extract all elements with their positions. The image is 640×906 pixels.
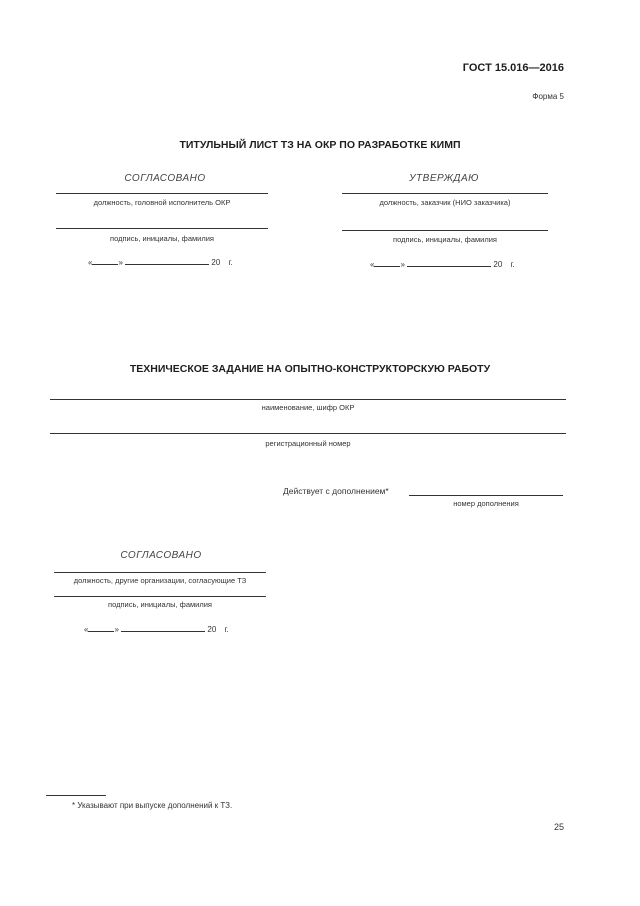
main-title: ТЕХНИЧЕСКОЕ ЗАДАНИЕ НА ОПЫТНО-КОНСТРУКТОРСКУЮ РАБОТУ [129,363,491,375]
right-signature-caption: подпись, инициалы, фамилия [393,235,497,244]
addition-caption: номер дополнения [453,499,519,508]
right-position-caption: должность, заказчик (НИО заказчика) [379,198,511,207]
bottom-signature-line [54,596,266,597]
date-close-quote: » [400,260,405,269]
date-open-quote: « [84,625,89,634]
left-date-row [88,256,233,267]
page-number: 25 [553,822,564,832]
name-caption: наименование, шифр ОКР [261,403,355,412]
bottom-approval-heading: СОГЛАСОВАНО [120,550,202,561]
form-number: Форма 5 [532,92,564,101]
left-signature-caption: подпись, инициалы, фамилия [110,234,214,243]
bottom-signature-caption: подпись, инициалы, фамилия [108,600,212,609]
bottom-position-caption: должность, другие организации, согласующие ТЗ [73,576,247,585]
left-approval-heading: СОГЛАСОВАНО [124,173,206,184]
year-suffix: г. [224,625,229,634]
date-open-quote: « [370,260,375,269]
year-prefix: 20 [493,260,503,269]
year-suffix: г. [228,258,233,267]
left-signature-line [56,228,268,229]
year-prefix: 20 [207,625,217,634]
standard-number: ГОСТ 15.016—2016 [462,62,564,74]
date-close-quote: » [118,258,123,267]
year-prefix: 20 [211,258,221,267]
footnote: * Указывают при выпуске дополнений к ТЗ. [72,801,233,810]
right-date-row [370,258,515,269]
date-close-quote: » [114,625,119,634]
addition-line [409,495,563,496]
reg-line [50,433,566,434]
right-signature-line [342,230,548,231]
year-suffix: г. [510,260,515,269]
reg-caption: регистрационный номер [265,439,351,448]
left-position-line [56,193,268,194]
bottom-date-row [84,623,229,634]
addition-label: Действует с дополнением* [283,486,389,496]
bottom-position-line [54,572,266,573]
footnote-separator [46,795,106,796]
name-line [50,399,566,400]
right-position-line [342,193,548,194]
date-open-quote: « [88,258,93,267]
left-position-caption: должность, головной исполнитель ОКР [93,198,231,207]
title-sheet-heading: ТИТУЛЬНЫЙ ЛИСТ ТЗ НА ОКР ПО РАЗРАБОТКЕ КИМП [179,139,461,151]
right-approval-heading: УТВЕРЖДАЮ [409,173,479,184]
